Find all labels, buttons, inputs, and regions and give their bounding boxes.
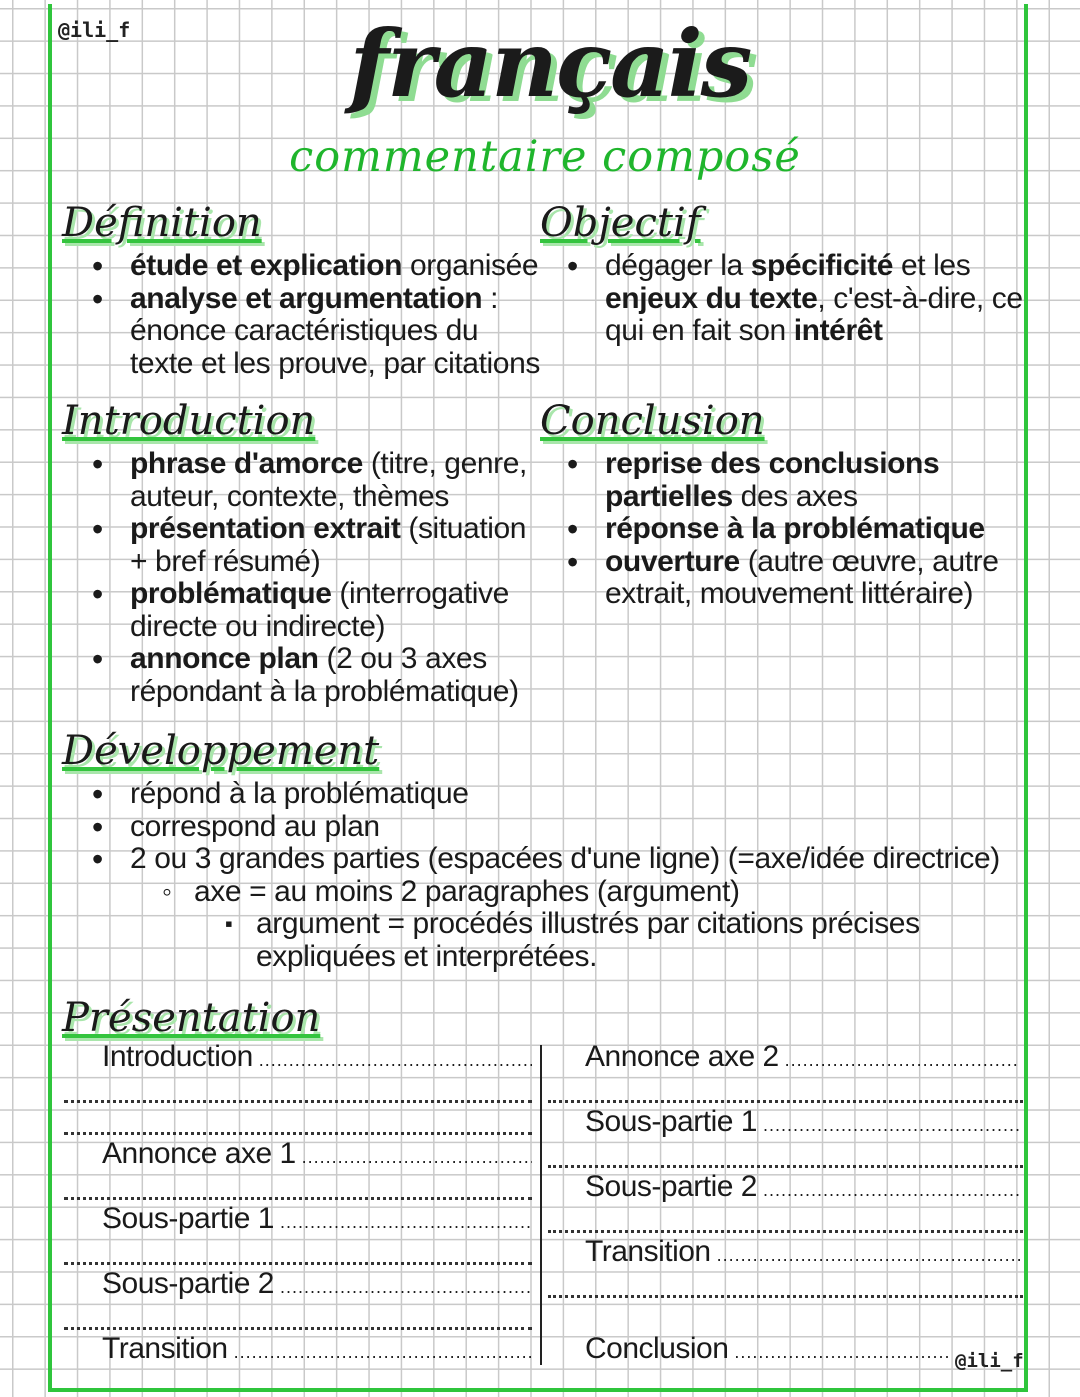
author-handle-top: @ili_f xyxy=(58,18,131,42)
dotted-line xyxy=(548,1230,1023,1233)
developpement-list xyxy=(70,778,1030,973)
list-item: • problématique (interrogative directe ou indirecte) xyxy=(70,578,550,643)
presentation-left-row: Annonce axe 1 ..... xyxy=(102,1137,532,1171)
list-item: • 2 ou 3 grandes parties (espacées d'une ligne) (=axe/idée directrice) xyxy=(70,843,1030,876)
list-item: • étude et explication organisée xyxy=(70,250,540,283)
presentation-left-row: Transition ..... xyxy=(102,1332,532,1366)
list-item: ▪ argument = procédés illustrés par citations précises expliquées et interprétées. xyxy=(70,908,976,973)
presentation-left-row: Introduction ..... xyxy=(102,1040,532,1074)
dotted-line xyxy=(548,1100,1023,1103)
presentation-right-row: Transition ..... xyxy=(585,1235,1020,1269)
dotted-line xyxy=(64,1132,532,1135)
presentation-right-row: Sous-partie 1 ..... xyxy=(585,1105,1020,1139)
dotted-line xyxy=(548,1295,1023,1298)
objectif-heading: Objectif xyxy=(540,200,701,246)
objectif-list xyxy=(545,250,1025,348)
dotted-line xyxy=(64,1327,532,1330)
definition-list xyxy=(70,250,540,380)
dotted-line xyxy=(64,1197,532,1200)
list-item: • phrase d'amorce (titre, genre, auteur, contexte, thèmes xyxy=(70,448,550,513)
page-subtitle: commentaire composé xyxy=(289,132,801,182)
introduction-heading: Introduction xyxy=(62,398,316,444)
presentation-right-row: Sous-partie 2 ..... xyxy=(585,1170,1020,1204)
presentation-left-row: Sous-partie 1 ..... xyxy=(102,1202,532,1236)
list-item: • annonce plan (2 ou 3 axes répondant à la problématique) xyxy=(70,643,550,708)
list-item: • présentation extrait (situation + bref résumé) xyxy=(70,513,550,578)
developpement-heading: Développement xyxy=(62,728,380,774)
presentation-right-row: Conclusion ..... xyxy=(585,1332,950,1366)
definition-heading: Définition xyxy=(62,200,262,246)
list-item: • correspond au plan xyxy=(70,811,1030,844)
presentation-heading: Présentation xyxy=(62,995,321,1041)
list-item: • reprise des conclusions partielles des axes xyxy=(545,448,1025,513)
presentation-left-row: Sous-partie 2 ..... xyxy=(102,1267,532,1301)
list-item: • analyse et argumentation : énonce caractéristiques du texte et les prouve, par citations xyxy=(70,283,540,381)
conclusion-heading: Conclusion xyxy=(540,398,765,444)
conclusion-list xyxy=(545,448,1025,611)
introduction-list xyxy=(70,448,550,708)
presentation-right-row: Annonce axe 2 ..... xyxy=(585,1040,1020,1074)
dotted-line xyxy=(64,1100,532,1103)
list-item: • réponse à la problématique xyxy=(545,513,1025,546)
list-item: ◦ axe = au moins 2 paragraphes (argument) xyxy=(70,876,1030,909)
dotted-line xyxy=(548,1165,1023,1168)
list-item: • ouverture (autre œuvre, autre extrait, mouvement littéraire) xyxy=(545,546,1025,611)
author-handle-bottom: @ili_f xyxy=(955,1350,1024,1372)
dotted-line xyxy=(64,1262,532,1265)
column-divider xyxy=(540,1045,542,1365)
page-title: français xyxy=(349,10,751,118)
list-item: • répond à la problématique xyxy=(70,778,1030,811)
list-item: • dégager la spécificité et les enjeux du texte, c'est-à-dire, ce qui en fait son intérêt xyxy=(545,250,1025,348)
